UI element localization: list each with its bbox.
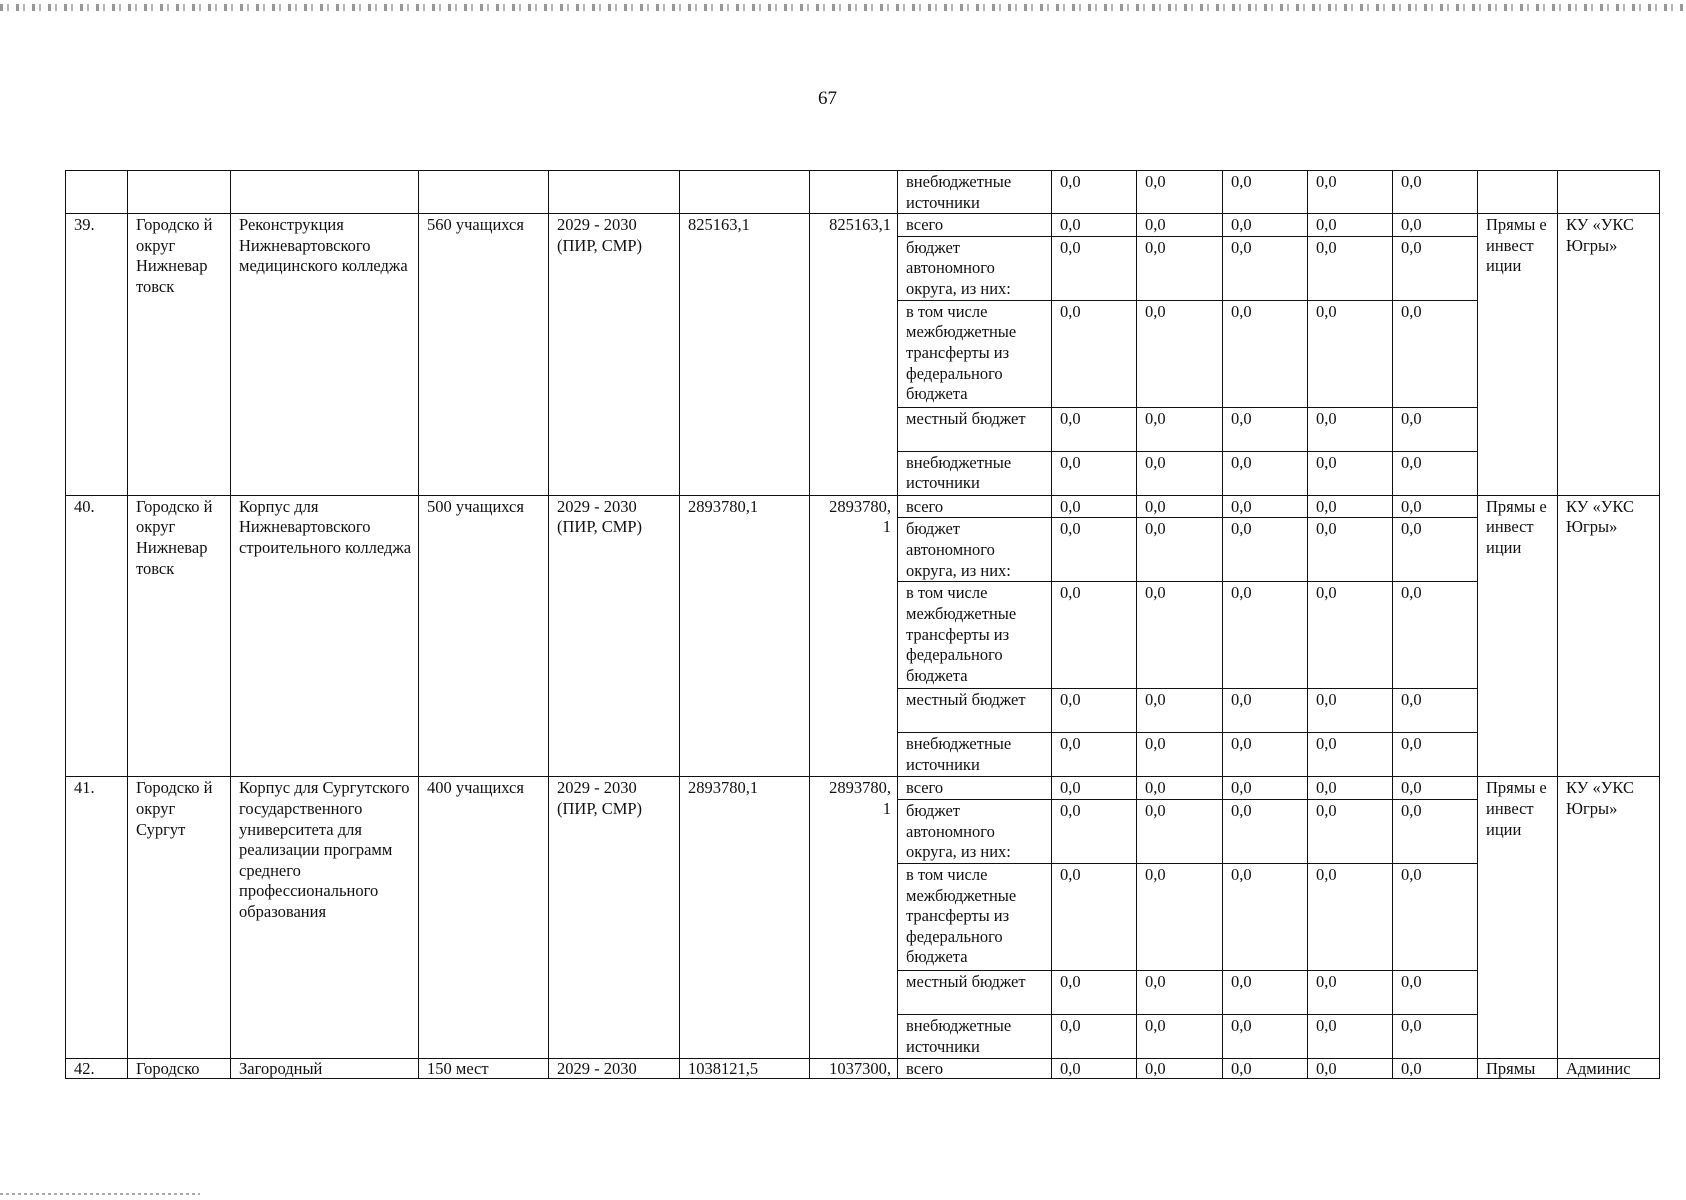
source-label: бюджет автономного округа, из них: [898,236,1052,300]
value-cell: 0,0 [1393,799,1478,863]
cost-total-cell: 2893780,1 [680,495,810,777]
row-number: 39. [66,214,128,496]
value-cell: 0,0 [1223,451,1308,495]
capacity-cell: 400 учащихся [419,777,549,1059]
value-cell: 0,0 [1223,300,1308,407]
empty-cell [1478,171,1558,214]
source-label: всего [898,495,1052,518]
value-cell: 0,0 [1393,970,1478,1014]
value-cell: 0,0 [1393,689,1478,733]
value-cell: 0,0 [1223,1014,1308,1058]
value-cell: 0,0 [1223,970,1308,1014]
source-label: местный бюджет [898,970,1052,1014]
value-cell: 0,0 [1308,1014,1393,1058]
value-cell: 0,0 [1393,733,1478,777]
value-cell: 0,0 [1308,689,1393,733]
source-label: внебюджетные источники [898,1014,1052,1058]
row-number: 40. [66,495,128,777]
value-cell: 0,0 [1308,407,1393,451]
project-row-partial [66,1058,1660,1078]
value-cell: 0,0 [1137,799,1223,863]
value-cell: 0,0 [1308,518,1393,582]
continuation-row [66,171,1660,214]
mechanism-cell: Прямы [1478,1058,1558,1078]
value-cell: 0,0 [1308,582,1393,689]
value-cell: 0,0 [1052,777,1137,800]
value-cell: 0,0 [1052,495,1137,518]
period-cell: 2029 - 2030 [549,1058,680,1078]
mechanism-cell: Прямы е инвест иции [1478,777,1558,1059]
object-name-cell: Загородный [231,1058,419,1078]
source-label: бюджет автономного округа, из них: [898,518,1052,582]
empty-cell [549,171,680,214]
cost-remaining-cell: 2893780, 1 [810,495,898,777]
value-cell: 0,0 [1308,236,1393,300]
value-cell: 0,0 [1052,214,1137,237]
value-cell: 0,0 [1223,214,1308,237]
object-name-cell: Корпус для Сургутского государственного университета для реализации программ среднего профессионального образования [231,777,419,1059]
value-cell: 0,0 [1052,1058,1137,1078]
empty-cell [810,171,898,214]
value-cell: 0,0 [1308,799,1393,863]
table-body [66,171,1660,1079]
value-cell: 0,0 [1137,407,1223,451]
value-cell: 0,0 [1393,863,1478,970]
location-cell: Городско й округ Нижневар товск [128,214,231,496]
empty-cell [1558,171,1660,214]
value-cell: 0,0 [1393,214,1478,237]
value-cell: 0,0 [1308,863,1393,970]
value-cell: 0,0 [1393,1014,1478,1058]
mechanism-cell: Прямы е инвест иции [1478,495,1558,777]
value-cell: 0,0 [1393,777,1478,800]
row-number: 41. [66,777,128,1059]
value-cell: 0,0 [1393,1058,1478,1078]
value-cell: 0,0 [1137,582,1223,689]
value-cell: 0,0 [1308,171,1393,214]
value-cell: 0,0 [1052,863,1137,970]
value-cell: 0,0 [1223,518,1308,582]
value-cell: 0,0 [1393,300,1478,407]
value-cell: 0,0 [1052,582,1137,689]
value-cell: 0,0 [1393,236,1478,300]
value-cell: 0,0 [1223,777,1308,800]
source-label: местный бюджет [898,689,1052,733]
value-cell: 0,0 [1137,495,1223,518]
empty-cell [128,171,231,214]
value-cell: 0,0 [1223,407,1308,451]
value-cell: 0,0 [1308,451,1393,495]
project-row [66,214,1660,237]
scan-noise-bottom [0,1193,200,1195]
value-cell: 0,0 [1223,236,1308,300]
location-cell: Городско й округ Нижневар товск [128,495,231,777]
value-cell: 0,0 [1137,970,1223,1014]
value-cell: 0,0 [1308,733,1393,777]
value-cell: 0,0 [1308,214,1393,237]
source-label: всего [898,777,1052,800]
value-cell: 0,0 [1308,1058,1393,1078]
value-cell: 0,0 [1052,171,1137,214]
value-cell: 0,0 [1393,495,1478,518]
value-cell: 0,0 [1393,407,1478,451]
period-cell: 2029 - 2030 (ПИР, СМР) [549,777,680,1059]
value-cell: 0,0 [1223,863,1308,970]
source-label: бюджет автономного округа, из них: [898,799,1052,863]
value-cell: 0,0 [1137,451,1223,495]
value-cell: 0,0 [1308,300,1393,407]
investment-table [65,170,1660,1079]
location-cell: Городско [128,1058,231,1078]
value-cell: 0,0 [1052,799,1137,863]
value-cell: 0,0 [1137,518,1223,582]
cost-remaining-cell: 2893780, 1 [810,777,898,1059]
period-cell: 2029 - 2030 (ПИР, СМР) [549,214,680,496]
value-cell: 0,0 [1308,495,1393,518]
value-cell: 0,0 [1052,970,1137,1014]
page-number: 67 [818,88,837,109]
value-cell: 0,0 [1393,171,1478,214]
value-cell: 0,0 [1137,214,1223,237]
value-cell: 0,0 [1223,799,1308,863]
source-label: в том числе межбюджетные трансферты из федерального бюджета [898,300,1052,407]
location-cell: Городско й округ Сургут [128,777,231,1059]
value-cell: 0,0 [1052,1014,1137,1058]
value-cell: 0,0 [1223,1058,1308,1078]
value-cell: 0,0 [1393,582,1478,689]
empty-cell [419,171,549,214]
source-label: всего [898,214,1052,237]
value-cell: 0,0 [1308,777,1393,800]
capacity-cell: 150 мест [419,1058,549,1078]
value-cell: 0,0 [1052,300,1137,407]
source-label: всего [898,1058,1052,1078]
source-label: внебюджетные источники [898,733,1052,777]
empty-cell [680,171,810,214]
value-cell: 0,0 [1223,171,1308,214]
value-cell: 0,0 [1137,733,1223,777]
value-cell: 0,0 [1137,863,1223,970]
value-cell: 0,0 [1137,1058,1223,1078]
value-cell: 0,0 [1052,518,1137,582]
period-cell: 2029 - 2030 (ПИР, СМР) [549,495,680,777]
value-cell: 0,0 [1223,582,1308,689]
row-number: 42. [66,1058,128,1078]
cost-total-cell: 1038121,5 [680,1058,810,1078]
empty-cell [231,171,419,214]
value-cell: 0,0 [1137,1014,1223,1058]
source-label: внебюджетные источники [898,451,1052,495]
customer-cell: КУ «УКС Югры» [1558,777,1660,1059]
value-cell: 0,0 [1308,970,1393,1014]
value-cell: 0,0 [1052,733,1137,777]
project-row [66,495,1660,518]
value-cell: 0,0 [1393,518,1478,582]
value-cell: 0,0 [1137,689,1223,733]
cost-remaining-cell: 825163,1 [810,214,898,496]
source-label: в том числе межбюджетные трансферты из федерального бюджета [898,582,1052,689]
value-cell: 0,0 [1052,407,1137,451]
customer-cell: КУ «УКС Югры» [1558,495,1660,777]
cost-remaining-cell: 1037300, [810,1058,898,1078]
value-cell: 0,0 [1223,733,1308,777]
value-cell: 0,0 [1052,451,1137,495]
mechanism-cell: Прямы е инвест иции [1478,214,1558,496]
scan-noise-top [0,4,1686,11]
value-cell: 0,0 [1052,236,1137,300]
value-cell: 0,0 [1223,689,1308,733]
project-row [66,777,1660,800]
source-label: местный бюджет [898,407,1052,451]
value-cell: 0,0 [1052,689,1137,733]
capacity-cell: 500 учащихся [419,495,549,777]
empty-cell [66,171,128,214]
value-cell: 0,0 [1223,495,1308,518]
source-label: в том числе межбюджетные трансферты из федерального бюджета [898,863,1052,970]
object-name-cell: Реконструкция Нижневартовского медицинского колледжа [231,214,419,496]
value-cell: 0,0 [1137,777,1223,800]
customer-cell: КУ «УКС Югры» [1558,214,1660,496]
capacity-cell: 560 учащихся [419,214,549,496]
value-cell: 0,0 [1393,451,1478,495]
value-cell: 0,0 [1137,236,1223,300]
object-name-cell: Корпус для Нижневартовского строительного колледжа [231,495,419,777]
value-cell: 0,0 [1137,171,1223,214]
source-label: внебюджетные источники [898,171,1052,214]
cost-total-cell: 2893780,1 [680,777,810,1059]
customer-cell: Админис [1558,1058,1660,1078]
value-cell: 0,0 [1137,300,1223,407]
cost-total-cell: 825163,1 [680,214,810,496]
